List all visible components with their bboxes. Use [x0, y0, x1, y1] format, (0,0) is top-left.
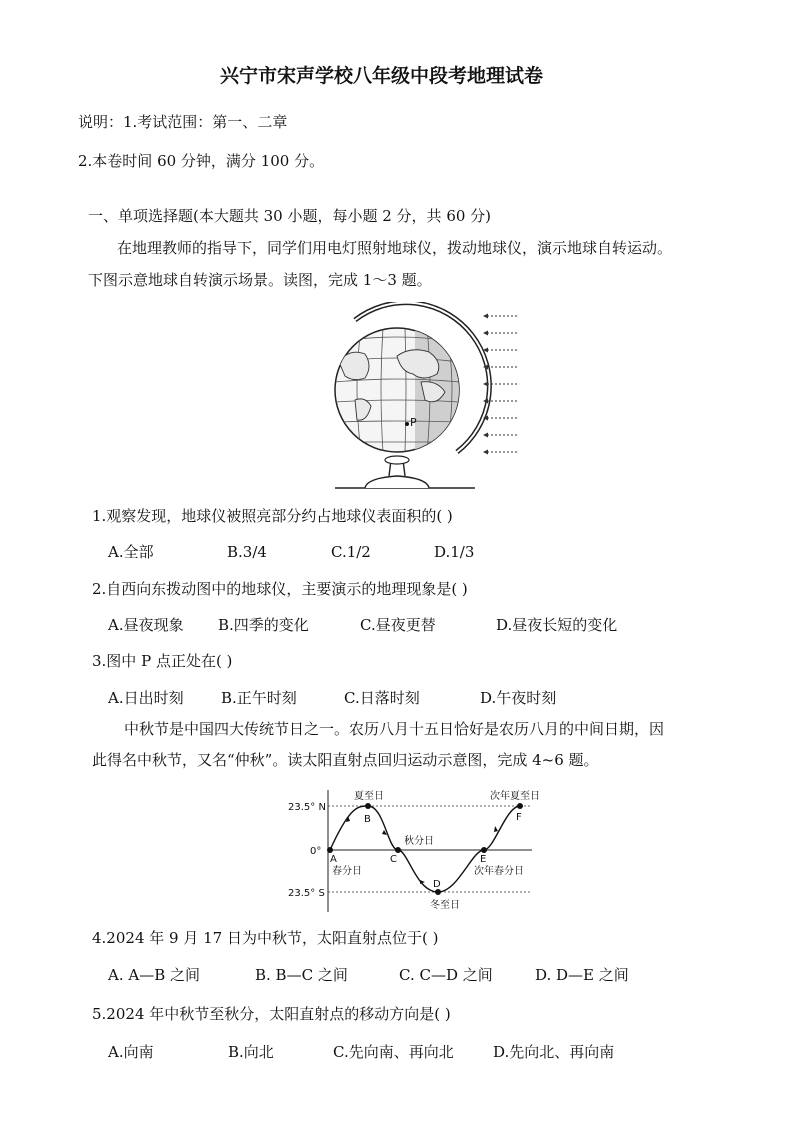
lat-label-north: 23.5° N [288, 802, 326, 813]
question-2-option-d[interactable]: D.昼夜长短的变化 [496, 616, 618, 634]
intro-paragraph-1a: 在地理教师的指导下，同学们用电灯照射地球仪，拨动地球仪，演示地球自转运动。 [117, 239, 673, 257]
question-4-option-a[interactable]: A. A—B 之间 [108, 966, 200, 984]
question-3-option-a[interactable]: A.日出时刻 [108, 689, 184, 707]
label-summer-solstice: 夏至日 [354, 791, 384, 802]
point-d: D [433, 879, 441, 890]
question-1-option-b[interactable]: B.3/4 [227, 543, 267, 561]
question-4-stem: 4.2024 年 9 月 17 日为中秋节，太阳直射点位于( ) [92, 929, 439, 947]
globe-illustration [325, 302, 525, 494]
lat-label-south: 23.5° S [288, 888, 325, 899]
intro-paragraph-2b: 此得名中秋节，又名“仲秋”。读太阳直射点回归运动示意图，完成 4~6 题。 [92, 751, 599, 769]
question-3-option-d[interactable]: D.午夜时刻 [480, 689, 557, 707]
label-spring-equinox: 春分日 [332, 866, 362, 877]
question-1-option-a[interactable]: A.全部 [108, 543, 154, 561]
question-3-option-c[interactable]: C.日落时刻 [344, 689, 420, 707]
question-3-stem: 3.图中 P 点正处在( ) [92, 652, 233, 670]
point-a: A [330, 854, 337, 865]
question-3-option-b[interactable]: B.正午时刻 [221, 689, 297, 707]
question-5-stem: 5.2024 年中秋节至秋分，太阳直射点的移动方向是( ) [92, 1005, 451, 1023]
question-5-option-c[interactable]: C.先向南、再向北 [333, 1043, 454, 1061]
note-scope: 说明：1.考试范围：第一、二章 [78, 113, 288, 131]
note-time: 2.本卷时间 60 分钟，满分 100 分。 [78, 152, 325, 170]
question-2-option-c[interactable]: C.昼夜更替 [360, 616, 436, 634]
label-autumn-equinox: 秋分日 [404, 836, 434, 847]
question-4-option-b[interactable]: B. B—C 之间 [255, 966, 348, 984]
lat-label-equator: 0° [310, 846, 322, 857]
point-b: B [364, 814, 371, 825]
question-2-option-b[interactable]: B.四季的变化 [218, 616, 309, 634]
question-2-option-a[interactable]: A.昼夜现象 [108, 616, 184, 634]
page-title: 兴宁市宋声学校八年级中段考地理试卷 [220, 65, 544, 87]
globe-point-p: P [410, 416, 417, 429]
section-heading: 一、单项选择题(本大题共 30 小题，每小题 2 分，共 60 分) [88, 207, 492, 225]
label-next-spring-equinox: 次年春分日 [474, 866, 524, 877]
label-next-summer-solstice: 次年夏至日 [490, 791, 540, 802]
question-5-option-a[interactable]: A.向南 [108, 1043, 154, 1061]
question-4-option-d[interactable]: D. D—E 之间 [535, 966, 629, 984]
question-1-option-d[interactable]: D.1/3 [434, 543, 475, 561]
question-2-stem: 2.自西向东拨动图中的地球仪，主要演示的地理现象是( ) [92, 580, 468, 598]
question-4-option-c[interactable]: C. C—D 之间 [399, 966, 493, 984]
question-5-option-d[interactable]: D.先向北、再向南 [493, 1043, 615, 1061]
point-f: F [516, 812, 522, 823]
intro-paragraph-2a: 中秋节是中国四大传统节日之一。农历八月十五日恰好是农历八月的中间日期，因 [124, 720, 665, 738]
point-c: C [390, 854, 397, 865]
point-e: E [480, 854, 487, 865]
intro-paragraph-1b: 下图示意地球自转演示场景。读图，完成 1～3 题。 [88, 271, 432, 289]
label-winter-solstice: 冬至日 [430, 900, 460, 911]
sun-direct-point-diagram [280, 786, 555, 916]
question-5-option-b[interactable]: B.向北 [228, 1043, 274, 1061]
question-1-option-c[interactable]: C.1/2 [331, 543, 371, 561]
question-1-stem: 1.观察发现，地球仪被照亮部分约占地球仪表面积的( ) [92, 507, 453, 525]
